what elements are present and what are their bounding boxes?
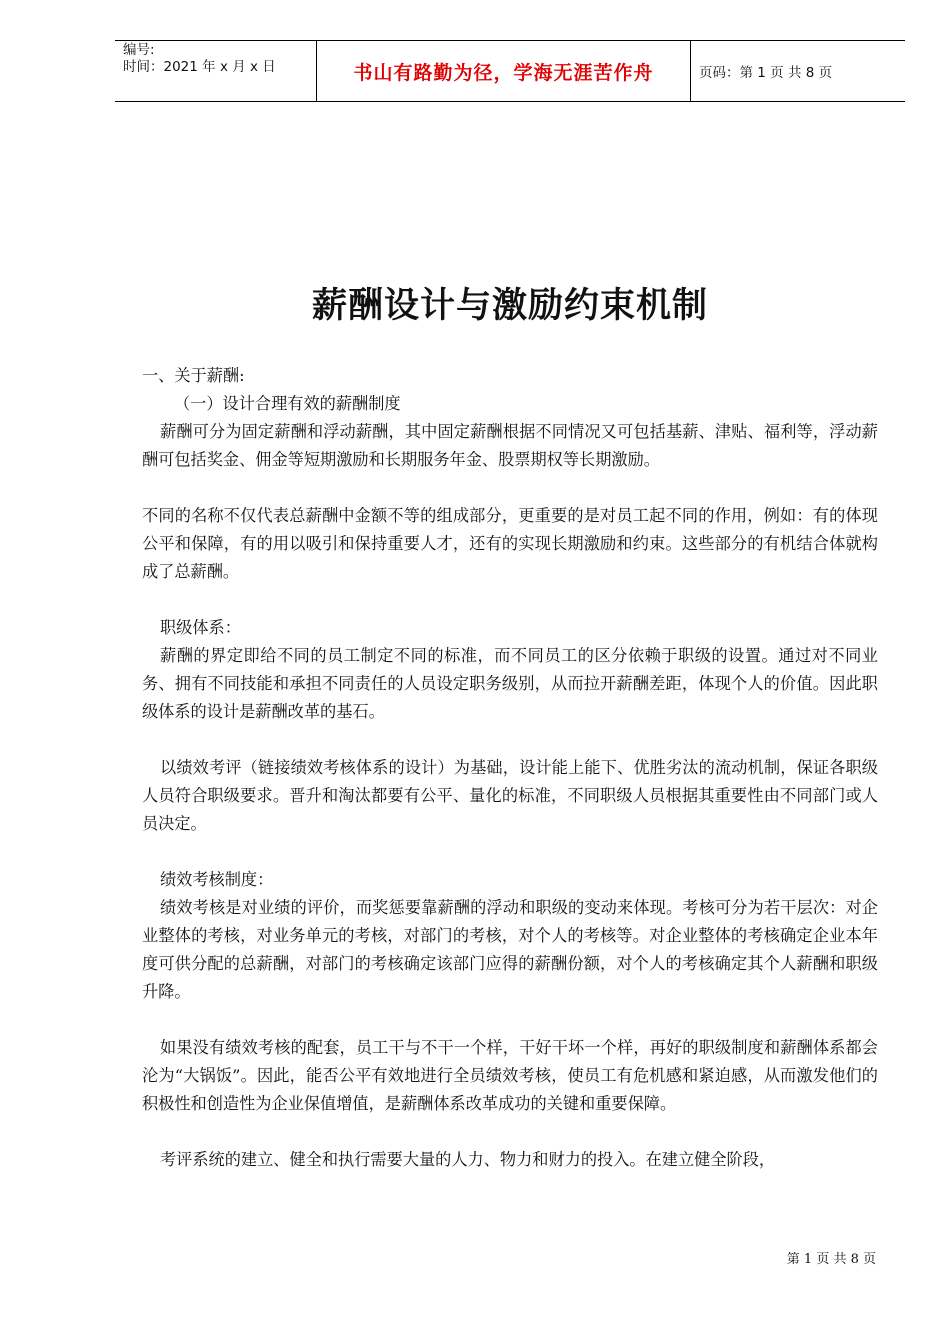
body-paragraph: 绩效考核是对业绩的评价，而奖惩要靠薪酬的浮动和职级的变动来体现。考核可分为若干层次：对企业整体的考核，对业务单元的考核，对部门的考核，对个人的考核等。对企业整体的考核确定企业本年度可供分配的总薪酬，对部门的考核确定该部门应得的薪酬份额，对个人的考核确定其个人薪酬和职级升降。 xyxy=(142,898,878,1001)
document-date: 时间：2021 年 x 月 x 日 xyxy=(123,59,276,75)
body-paragraph: 不同的名称不仅代表总薪酬中金额不等的组成部分，更重要的是对员工起不同的作用，例如：有的体现公平和保障，有的用以吸引和保持重要人才，还有的实现长期激励和约束。这些部分的有机结合体就构成了总薪酬。 xyxy=(142,506,878,581)
subsection-heading: （一）设计合理有效的薪酬制度 xyxy=(174,394,401,413)
page-footer: 第 1 页 共 8 页 xyxy=(786,1252,876,1267)
body-paragraph: 考评系统的建立、健全和执行需要大量的人力、物力和财力的投入。在建立健全阶段， xyxy=(160,1150,776,1169)
document-title: 薪酬设计与激励约束机制 xyxy=(311,286,708,326)
header-motto: 书山有路勤为径，学海无涯苦作舟 xyxy=(317,41,691,101)
body-paragraph: 薪酬的界定即给不同的员工制定不同的标准，而不同员工的区分依赖于职级的设置。通过对不同业务、拥有不同技能和承担不同责任的人员设定职务级别，从而拉开薪酬差距，体现个人的价值。因此职级体系的设计是薪酬改革的基石。 xyxy=(142,646,878,721)
paragraph-heading: 绩效考核制度： xyxy=(160,870,274,889)
document-body xyxy=(142,362,878,1174)
header-page-number: 页码：第 1 页 共 8 页 xyxy=(699,65,833,81)
paragraph-heading: 职级体系： xyxy=(160,618,241,637)
body-paragraph: 如果没有绩效考核的配套，员工干与不干一个样，干好干坏一个样，再好的职级制度和薪酬体系都会沦为“大锅饭”。因此，能否公平有效地进行全员绩效考核，使员工有危机感和紧迫感，从而激发他们的积极性和创造性为企业保值增值，是薪酬体系改革成功的关键和重要保障。 xyxy=(142,1038,878,1113)
section-heading: 一、关于薪酬: xyxy=(142,366,245,385)
document-number: 编号: xyxy=(123,42,155,58)
page-header xyxy=(115,40,905,102)
header-meta xyxy=(115,41,317,101)
body-paragraph: 以绩效考评（链接绩效考核体系的设计）为基础，设计能上能下、优胜劣汰的流动机制，保证各职级人员符合职级要求。晋升和淘汰都要有公平、量化的标准，不同职级人员根据其重要性由不同部门或人员决定。 xyxy=(142,758,878,833)
body-paragraph: 薪酬可分为固定薪酬和浮动薪酬，其中固定薪酬根据不同情况又可包括基薪、津贴、福利等，浮动薪酬可包括奖金、佣金等短期激励和长期服务年金、股票期权等长期激励。 xyxy=(142,422,878,469)
